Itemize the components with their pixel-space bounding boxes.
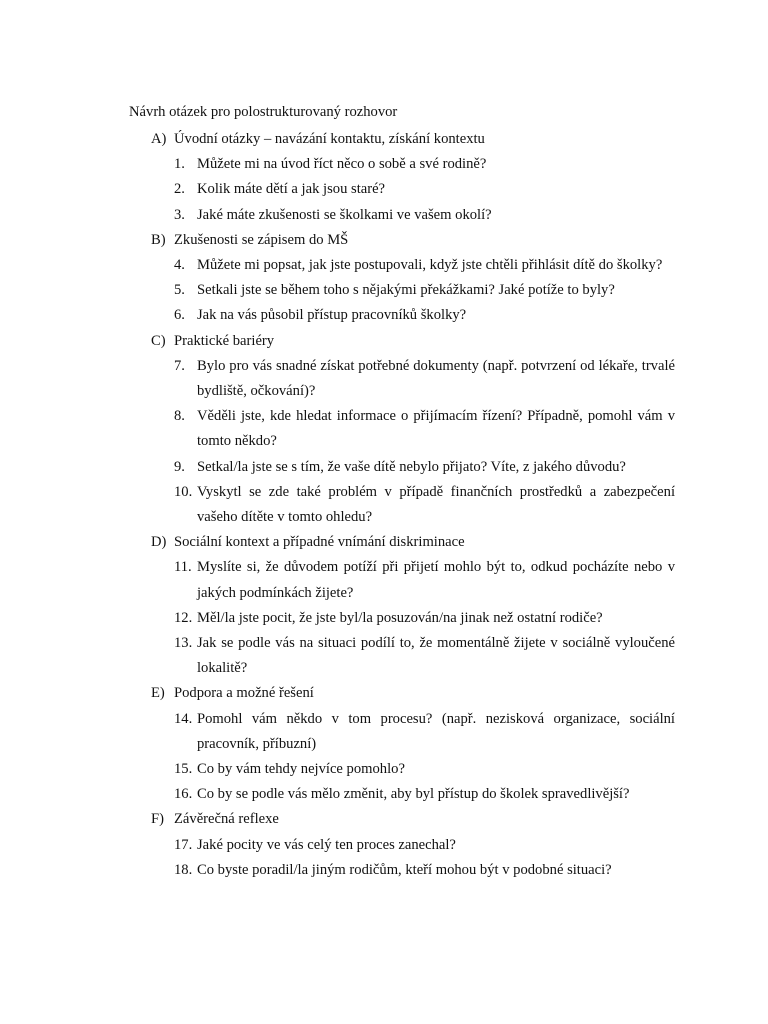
section-letter: C) [151, 332, 166, 349]
section-heading [151, 127, 675, 152]
question-item [174, 203, 675, 228]
question-item [174, 303, 675, 328]
section [151, 530, 675, 681]
question-item [174, 757, 675, 782]
question-number: 5. [174, 282, 185, 299]
question-list [174, 253, 675, 329]
question-text: Setkal/la jste se s tím, že vaše dítě nebylo přijato? Víte, z jakého důvodu? [197, 458, 626, 475]
question-text: Co by vám tehdy nejvíce pomohlo? [197, 761, 405, 778]
question-text: Věděli jste, kde hledat informace o přijímacím řízení? Případně, pomohl vám v tomto někdo? [197, 408, 675, 450]
question-item [174, 152, 675, 177]
question-item [174, 354, 675, 404]
question-item [174, 480, 675, 530]
question-number: 13. [174, 635, 193, 652]
section-heading-text: Zkušenosti se zápisem do MŠ [174, 231, 349, 248]
section-letter: D) [151, 534, 167, 551]
question-text: Můžete mi popsat, jak jste postupovali, když jste chtěli přihlásit dítě do školky? [197, 257, 663, 274]
section-heading [151, 228, 675, 253]
section [151, 228, 675, 329]
question-number: 7. [174, 357, 185, 374]
question-number: 1. [174, 156, 185, 173]
section-heading-text: Podpora a možné řešení [174, 685, 314, 702]
section-letter: B) [151, 231, 166, 248]
question-item [174, 833, 675, 858]
section [151, 127, 675, 228]
question-item [174, 278, 675, 303]
question-item [174, 455, 675, 480]
question-item [174, 858, 675, 883]
section-heading-text: Sociální kontext a případné vnímání diskriminace [174, 534, 465, 551]
section-letter: F) [151, 811, 164, 828]
question-list [174, 707, 675, 808]
question-item [174, 782, 675, 807]
section-list [151, 127, 675, 883]
question-number: 8. [174, 408, 185, 425]
question-item [174, 555, 675, 605]
question-list [174, 555, 675, 681]
question-text: Co byste poradil/la jiným rodičům, kteří mohou být v podobné situaci? [197, 861, 612, 878]
question-item [174, 707, 675, 757]
question-number: 9. [174, 458, 185, 475]
document-title: Návrh otázek pro polostrukturovaný rozhovor [129, 104, 398, 120]
question-item [174, 606, 675, 631]
question-text: Myslíte si, že důvodem potíží při přijetí mohlo být to, odkud pocházíte nebo v jakých podmínkách žijete? [197, 559, 675, 601]
question-item [174, 253, 675, 278]
question-list [174, 354, 675, 530]
section-heading-text: Závěrečná reflexe [174, 811, 279, 828]
section-heading-text: Úvodní otázky – navázání kontaktu, získání kontextu [174, 131, 485, 147]
question-text: Měl/la jste pocit, že jste byl/la posuzován/na jinak než ostatní rodiče? [197, 609, 603, 626]
question-number: 15. [174, 761, 193, 778]
question-number: 3. [174, 206, 185, 223]
question-number: 2. [174, 181, 185, 198]
section [151, 329, 675, 531]
section-heading [151, 530, 675, 555]
question-number: 17. [174, 836, 193, 853]
section-heading [151, 807, 675, 832]
question-text: Co by se podle vás mělo změnit, aby byl přístup do školek spravedlivější? [197, 786, 630, 803]
section-letter: E) [151, 685, 165, 702]
question-text: Jak se podle vás na situaci podílí to, že momentálně žijete v sociálně vyloučené lokalitě? [197, 635, 675, 677]
section-heading-text: Praktické bariéry [174, 332, 275, 349]
section [151, 807, 675, 883]
question-number: 12. [174, 609, 193, 626]
question-item [174, 631, 675, 681]
section-heading [151, 681, 675, 706]
question-number: 18. [174, 861, 193, 878]
question-text: Kolik máte dětí a jak jsou staré? [197, 181, 386, 198]
question-number: 11. [174, 559, 192, 576]
question-item [174, 404, 675, 454]
section-letter: A) [151, 131, 167, 147]
question-number: 14. [174, 710, 193, 727]
question-number: 16. [174, 786, 193, 803]
question-text: Vyskytl se zde také problém v případě finančních prostředků a zabezpečení vašeho dítěte v tomto ohledu? [197, 483, 675, 526]
section-heading [151, 329, 675, 354]
question-text: Setkali jste se během toho s nějakými překážkami? Jaké potíže to byly? [197, 282, 615, 299]
question-text: Můžete mi na úvod říct něco o sobě a své rodině? [197, 156, 487, 173]
question-text: Pomohl vám někdo v tom procesu? (např. nezisková organizace, sociální pracovník, příbuzní) [197, 710, 675, 752]
section [151, 681, 675, 807]
question-item [174, 177, 675, 202]
question-text: Jaké máte zkušenosti se školkami ve vašem okolí? [197, 206, 492, 223]
question-number: 4. [174, 257, 185, 274]
question-number: 6. [174, 307, 185, 324]
question-number: 10. [174, 483, 193, 500]
question-list [174, 152, 675, 228]
question-text: Jaké pocity ve vás celý ten proces zanechal? [197, 836, 456, 853]
question-text: Jak na vás působil přístup pracovníků školky? [197, 307, 467, 324]
question-text: Bylo pro vás snadné získat potřebné dokumenty (např. potvrzení od lékaře, trvalé bydliště, očkování)? [197, 357, 675, 400]
question-list [174, 833, 675, 883]
